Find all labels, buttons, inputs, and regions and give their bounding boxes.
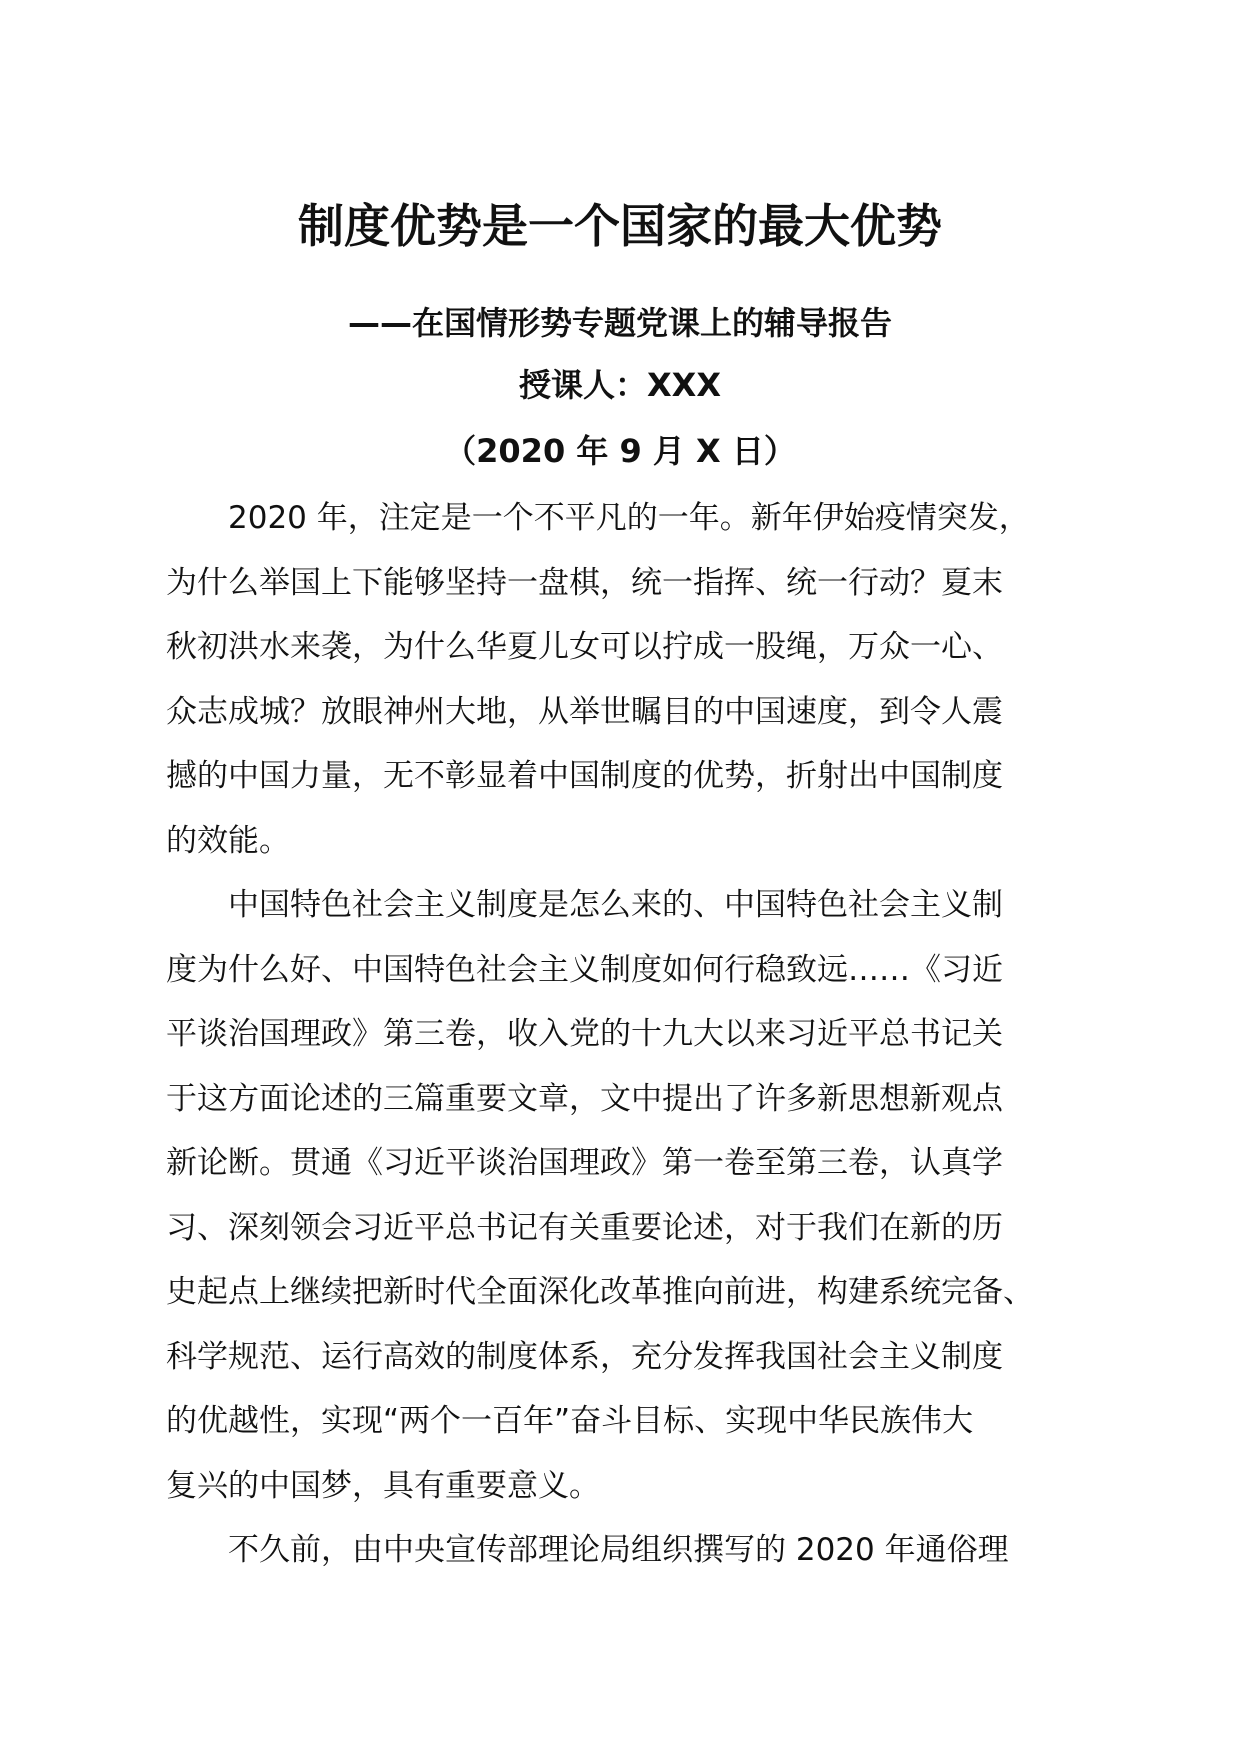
text-line: 科学规范、运行高效的制度体系，充分发挥我国社会主义制度 <box>166 1338 1003 1375</box>
text-line: 秋初洪水来袭，为什么华夏儿女可以拧成一股绳，万众一心、 <box>166 629 1003 665</box>
paragraph-3 <box>166 1518 1104 1583</box>
document-title: 制度优势是一个国家的最大优势 <box>298 199 942 253</box>
lecturer-line: 授课人：XXX <box>518 366 722 404</box>
text-line: 的效能。 <box>166 822 290 859</box>
text-line: 撼的中国力量，无不彰显着中国制度的优势，折射出中国制度 <box>166 758 1003 794</box>
text-line: 平谈治国理政》第三卷，收入党的十九大以来习近平总书记关 <box>166 1016 1003 1052</box>
paragraph-1 <box>166 486 1104 873</box>
document-subtitle: ——在国情形势专题党课上的辅导报告 <box>347 304 892 342</box>
text-line: 为什么举国上下能够坚持一盘棋，统一指挥、统一行动？夏末 <box>166 564 1003 601</box>
text-line: 习、深刻领会习近平总书记有关重要论述，对于我们在新的历 <box>166 1209 1003 1246</box>
lecture-date: （2020 年 9 月 X 日） <box>444 432 796 470</box>
text-line: 史起点上继续把新时代全面深化改革推向前进，构建系统完备、 <box>166 1274 1034 1310</box>
body-text <box>166 486 1104 1583</box>
paragraph-2 <box>166 873 1104 1518</box>
text-line: 不久前，由中央宣传部理论局组织撰写的 2020 年通俗理 <box>228 1532 1009 1568</box>
text-line: 于这方面论述的三篇重要文章，文中提出了许多新思想新观点 <box>166 1080 1003 1117</box>
text-line: 2020 年，注定是一个不平凡的一年。新年伊始疫情突发， <box>228 500 1030 536</box>
text-line: 众志成城？放眼神州大地，从举世瞩目的中国速度，到令人震 <box>166 693 1003 730</box>
text-line: 度为什么好、中国特色社会主义制度如何行稳致远……《习近 <box>166 951 1003 988</box>
text-line: 中国特色社会主义制度是怎么来的、中国特色社会主义制 <box>228 887 1003 923</box>
text-line: 的优越性，实现“两个一百年”奋斗目标、实现中华民族伟大 <box>166 1403 974 1439</box>
text-line: 新论断。贯通《习近平谈治国理政》第一卷至第三卷，认真学 <box>166 1145 1003 1181</box>
text-line: 复兴的中国梦，具有重要意义。 <box>166 1467 600 1504</box>
